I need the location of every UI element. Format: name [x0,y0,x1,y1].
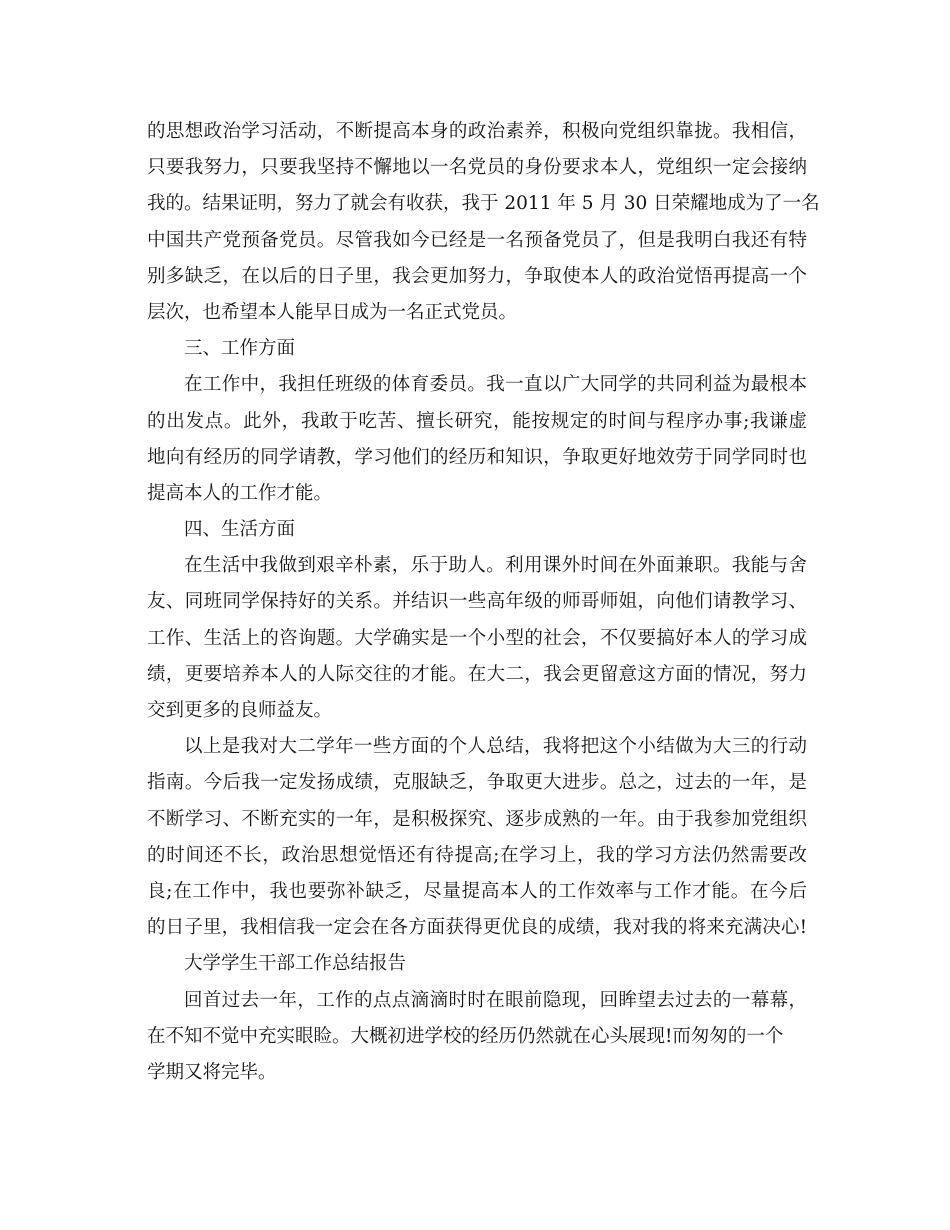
text-line: 在生活中我做到艰辛朴素，乐于助人。利用课外时间在外面兼职。我能与舍 [184,555,807,577]
text-line: 回首过去一年，工作的点点滴滴时时在眼前隐现，回眸望去过去的一幕幕， [184,989,807,1011]
text-line: 别多缺乏，在以后的日子里，我会更加努力，争取使本人的政治觉悟再提高一个 [147,265,807,287]
text-line: 以上是我对大二学年一些方面的个人总结，我将把这个小结做为大三的行动 [184,736,807,758]
text-line: 中国共产党预备党员。尽管我如今已经是一名预备党员了，但是我明白我还有特 [147,229,807,251]
text-line: 良;在工作中，我也要弥补缺乏，尽量提高本人的工作效率与工作才能。在今后 [147,880,807,902]
text-line: 在工作中，我担任班级的体育委员。我一直以广大同学的共同利益为最根本 [184,374,807,396]
text-line: 我的。结果证明，努力了就会有收获，我于 2011 年 5 月 30 日荣耀地成为了一名 [147,193,820,215]
text-line: 四、生活方面 [184,519,296,541]
text-line: 的思想政治学习活动，不断提高本身的政治素养，积极向党组织靠拢。我相信， [147,121,807,142]
text-line: 不断学习、不断充实的一年，是积极探究、逐步成熟的一年。由于我参加党组织 [147,808,807,830]
text-line: 的时间还不长，政治思想觉悟还有待提高;在学习上，我的学习方法仍然需要改 [147,844,807,866]
text-line: 友、同班同学保持好的关系。并结识一些高年级的师哥师姐，向他们请教学习、 [147,591,807,613]
text-line: 提高本人的工作才能。 [147,482,333,504]
text-line: 三、工作方面 [184,338,296,360]
text-line: 的日子里，我相信我一定会在各方面获得更优良的成绩，我对我的将来充满决心! [147,917,807,939]
text-line: 在不知不觉中充实眼睑。大概初进学校的经历仍然就在心头展现!而匆匆的一个 [147,1025,784,1047]
text-line: 指南。今后我一定发扬成绩，克服缺乏，争取更大进步。总之，过去的一年，是 [147,772,807,794]
text-line: 学期又将完毕。 [147,1061,277,1083]
text-line: 绩，更要培养本人的人际交往的才能。在大二，我会更留意这方面的情况，努力 [147,663,807,685]
text-line: 地向有经历的同学请教，学习他们的经历和知识，争取更好地效劳于同学同时也 [147,446,807,468]
document-body [147,114,820,1091]
text-line: 层次，也希望本人能早日成为一名正式党员。 [147,301,518,323]
text-line: 大学学生干部工作总结报告 [184,953,407,975]
text-line: 的出发点。此外，我敢于吃苦、擅长研究，能按规定的时间与程序办事;我谦虚 [147,410,807,432]
text-line: 交到更多的良师益友。 [147,700,333,721]
text-line: 工作、生活上的咨询题。大学确实是一个小型的社会，不仅要搞好本人的学习成 [147,627,807,649]
text-line: 只要我努力，只要我坚持不懈地以一名党员的身份要求本人，党组织一定会接纳 [147,157,807,179]
